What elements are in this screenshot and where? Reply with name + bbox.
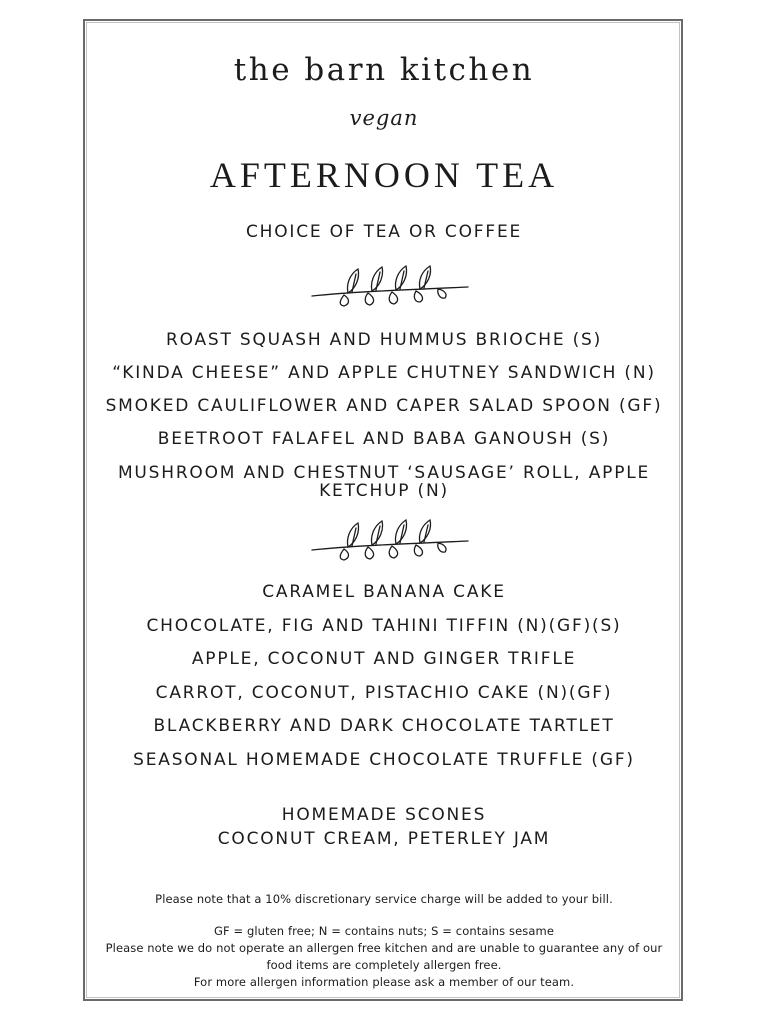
- allergen-disclaimer: food items are completely allergen free.: [266, 958, 502, 972]
- sweet-item: APPLE, COCONUT AND GINGER TRIFLE: [191, 649, 577, 669]
- savoury-item: SMOKED CAULIFLOWER AND CAPER SALAD SPOON (GF): [105, 396, 663, 416]
- menu-title: AFTERNOON TEA: [209, 155, 559, 195]
- drink-choice: CHOICE OF TEA OR COFFEE: [245, 222, 523, 242]
- allergen-disclaimer: Please note we do not operate an allergen free kitchen and are unable to guarantee any of our: [105, 941, 663, 955]
- savoury-item: ROAST SQUASH AND HUMMUS BRIOCHE (S): [165, 330, 603, 350]
- sweet-item: SEASONAL HOMEMADE CHOCOLATE TRUFFLE (GF): [133, 750, 635, 770]
- allergen-info: For more allergen information please ask a member of our team.: [193, 975, 575, 989]
- savoury-item-continued: KETCHUP (N): [319, 481, 449, 501]
- service-charge-note: Please note that a 10% discretionary service charge will be added to your bill.: [155, 892, 613, 906]
- leaf-sprig-icon: [310, 262, 470, 308]
- sweet-item: CARROT, COCONUT, PISTACHIO CAKE (N)(GF): [155, 683, 613, 703]
- vegan-subtitle: vegan: [349, 106, 419, 130]
- allergen-key: GF = gluten free; N = contains nuts; S = contains sesame: [213, 924, 555, 938]
- sweet-item: BLACKBERRY AND DARK CHOCOLATE TARTLET: [153, 716, 615, 736]
- scones-title: HOMEMADE SCONES: [281, 805, 487, 825]
- restaurant-name: the barn kitchen: [233, 52, 535, 88]
- savoury-item: “KINDA CHEESE” AND APPLE CHUTNEY SANDWICH (N): [112, 363, 656, 383]
- scones-detail: COCONUT CREAM, PETERLEY JAM: [217, 829, 551, 849]
- savoury-item: BEETROOT FALAFEL AND BABA GANOUSH (S): [157, 429, 611, 449]
- sweet-item: CARAMEL BANANA CAKE: [262, 582, 506, 602]
- sweet-item: CHOCOLATE, FIG AND TAHINI TIFFIN (N)(GF)(S): [146, 616, 622, 636]
- savoury-item: MUSHROOM AND CHESTNUT ‘SAUSAGE’ ROLL, APPLE: [117, 463, 651, 483]
- leaf-sprig-icon: [310, 516, 470, 562]
